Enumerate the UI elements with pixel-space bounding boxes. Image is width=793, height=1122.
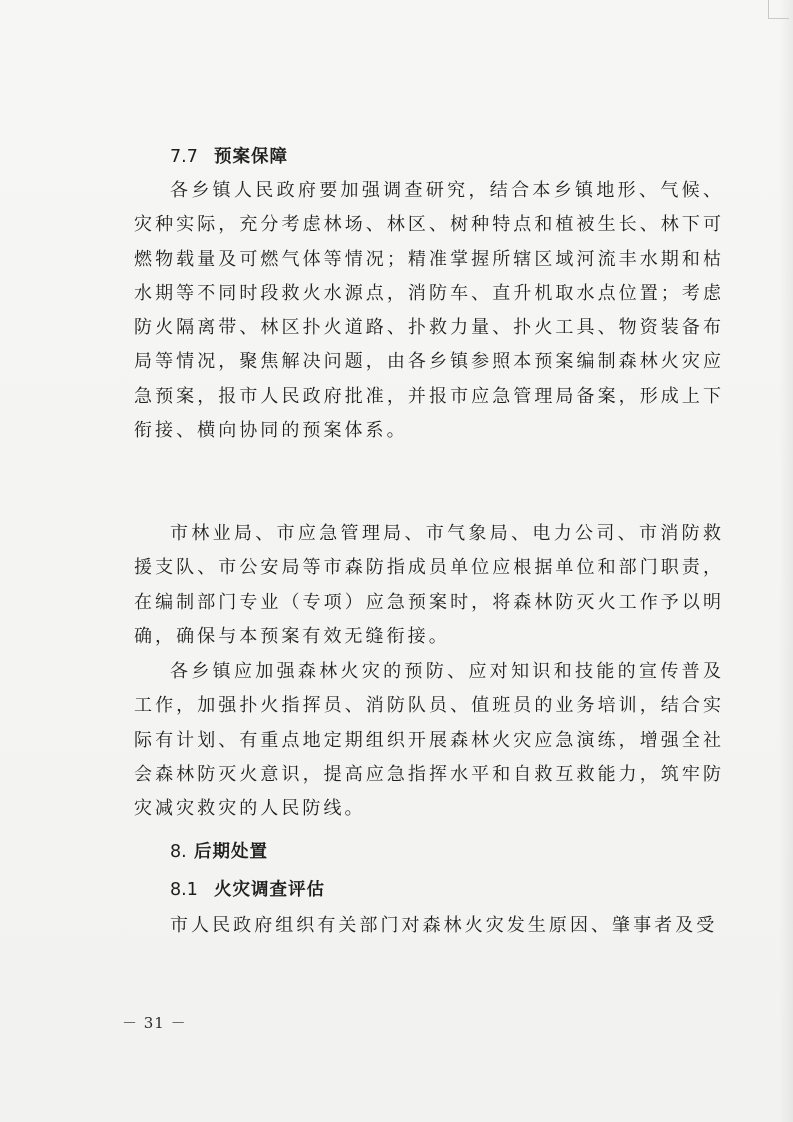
scan-corner-mark: [768, 0, 789, 19]
section-heading-8-1: [134, 873, 724, 907]
paragraph: 市人民政府组织有关部门对森林火灾发生原因、肇事者及受: [170, 915, 718, 936]
section-number: 8.1: [170, 880, 198, 900]
section-title: 预案保障: [214, 147, 288, 167]
section-title: 火灾调查评估: [214, 880, 325, 900]
document-body: [134, 140, 724, 943]
section-heading-7-7: [134, 140, 724, 174]
section-title: 后期处置: [194, 842, 268, 862]
paragraph: 市林业局、市应急管理局、市气象局、电力公司、市消防救援支队、市公安局等市森防指成员单位应根据单位和部门职责，在编制部门专业（专项）应急预案时，将森林防灭火工作予以明确，确保与本预案有效无缝衔接。: [134, 523, 724, 647]
scan-edge-shadow: [779, 0, 793, 1122]
section-number: 7.7: [170, 147, 198, 167]
section-number: 8.: [170, 842, 187, 862]
page-number: － 31 －: [122, 1014, 187, 1032]
paragraph: 各乡镇人民政府要加强调查研究，结合本乡镇地形、气候、灾种实际，充分考虑林场、林区、树种特点和植被生长、林下可燃物载量及可燃气体等情况；精准掌握所辖区域河流丰水期和枯水期等不同时段救火水源点，消防车、直升机取水点位置；考虑防火隔离带、林区扑火道路、扑救力量、扑火工具、物资装备布局等情况，聚焦解决问题，由各乡镇参照本预案编制森林火灾应急预案，报市人民政府批准，并报市应急管理局备案，形成上下衔接、横向协同的预案体系。: [134, 180, 724, 442]
section-heading-8: [134, 835, 724, 869]
paragraph: 各乡镇应加强森林火灾的预防、应对知识和技能的宣传普及工作，加强扑火指挥员、消防队员、值班员的业务培训，结合实际有计划、有重点地定期组织开展森林火灾应急演练，增强全社会森林防灭火意识，提高应急指挥水平和自救互救能力，筑牢防灾减灾救灾的人民防线。: [134, 661, 724, 820]
